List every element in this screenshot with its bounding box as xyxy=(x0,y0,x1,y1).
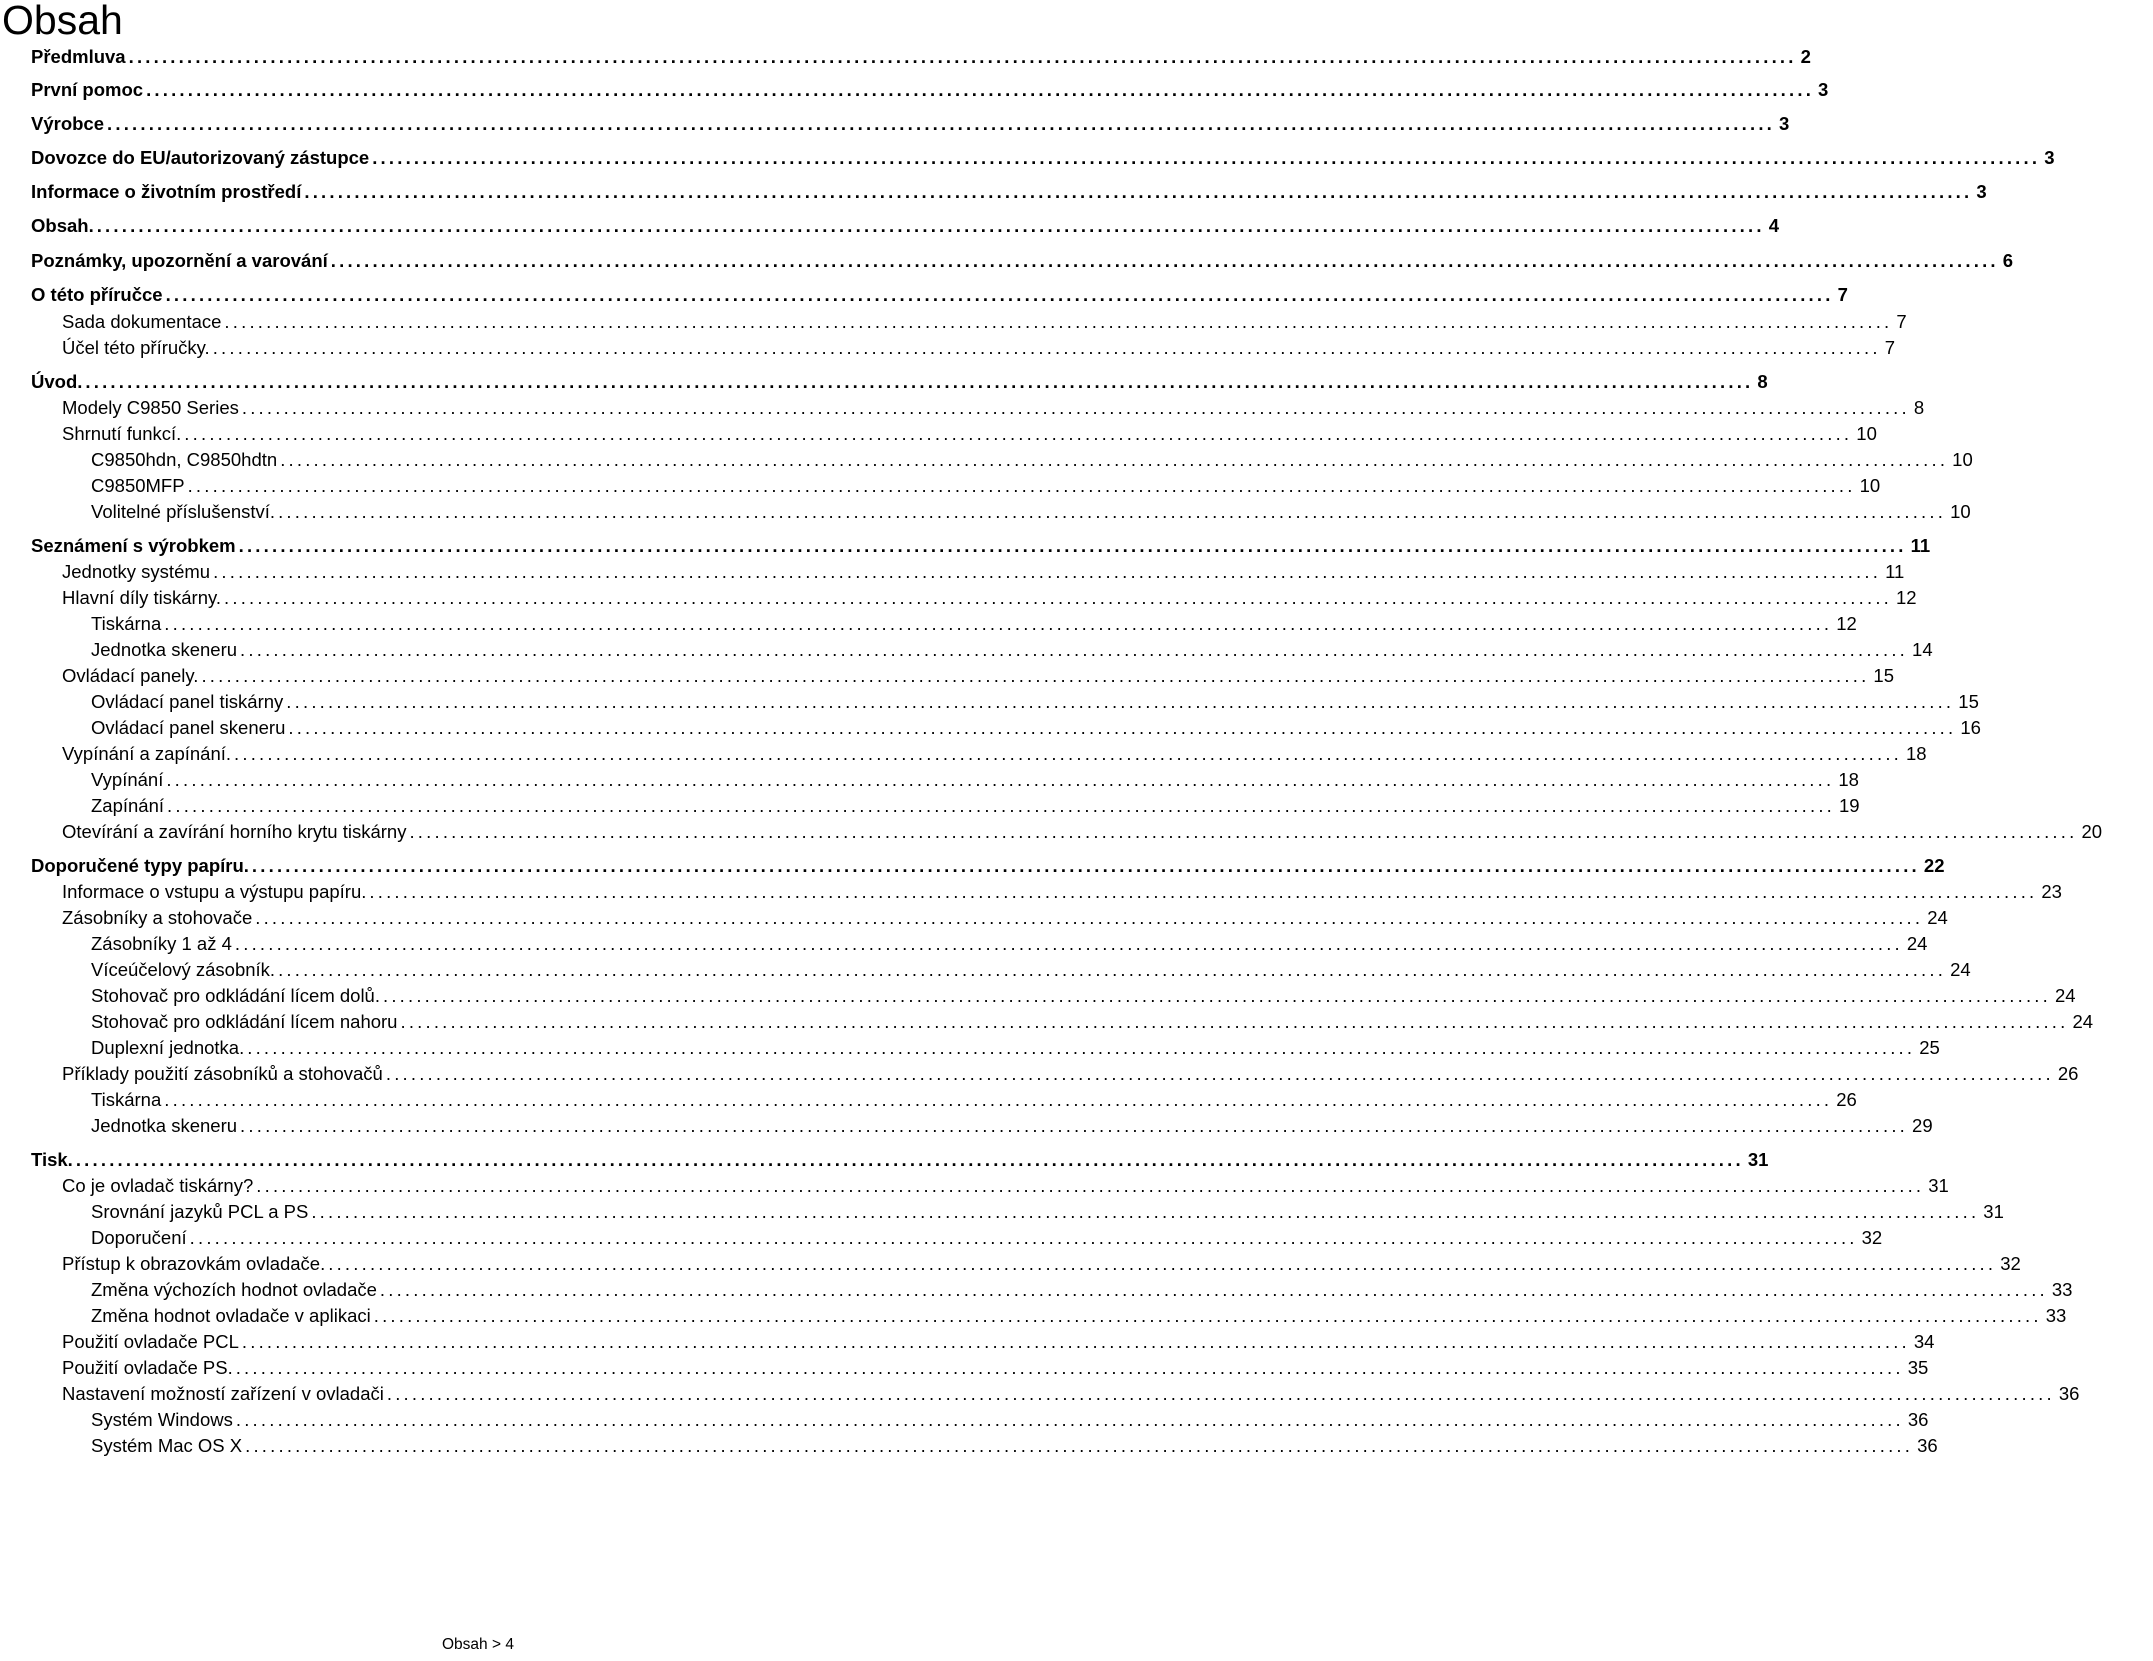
toc-entry-label: Nastavení možností zařízení v ovladači xyxy=(62,1383,384,1404)
toc-entry-page: 23 xyxy=(2041,881,2062,902)
toc-entry[interactable] xyxy=(0,79,1829,101)
toc-entry-page: 2 xyxy=(1800,46,1811,67)
toc-entry[interactable] xyxy=(0,613,1857,635)
toc-entry-label: O této příručce xyxy=(31,284,163,305)
toc-entry-label: Obsah. xyxy=(31,215,94,236)
dot-leader: ........................................................................................................................................................................................................ xyxy=(234,933,1903,954)
toc-entry[interactable] xyxy=(0,985,2076,1007)
toc-entry-label: C9850hdn, C9850hdtn xyxy=(91,449,278,470)
toc-entry-page: 26 xyxy=(2057,1063,2079,1084)
toc-entry[interactable] xyxy=(0,1011,2094,1033)
toc-entry-label: Zásobníky 1 až 4 xyxy=(91,933,232,954)
toc-entry-page: 18 xyxy=(1838,769,1859,790)
toc-entry-label: Poznámky, upozornění a varování xyxy=(31,250,328,271)
toc-entry-page: 11 xyxy=(1910,535,1931,556)
toc-entry[interactable] xyxy=(0,639,1933,661)
toc-entry[interactable] xyxy=(0,423,1877,445)
toc-entry-page: 7 xyxy=(1884,337,1895,358)
toc-entry-page: 32 xyxy=(2000,1253,2021,1274)
toc-entry-label: Ovládací panel tiskárny xyxy=(91,691,284,712)
toc-entry-page: 8 xyxy=(1757,371,1768,392)
toc-entry-label: Předmluva xyxy=(31,46,126,67)
toc-entry[interactable] xyxy=(0,855,1945,877)
toc-entry[interactable] xyxy=(0,1149,1769,1171)
dot-leader: ........................................................................................................................................................................................................ xyxy=(278,501,1947,522)
toc-entry-page: 14 xyxy=(1912,639,1933,660)
toc-entry-page: 32 xyxy=(1861,1227,1883,1248)
dot-leader: ........................................................................................................................................................................................................ xyxy=(386,1383,2055,1404)
toc-entry-page: 33 xyxy=(2045,1305,2067,1326)
toc-entry-label: C9850MFP xyxy=(91,475,185,496)
toc-entry[interactable] xyxy=(0,1357,1929,1379)
toc-entry-label: Jednotky systému xyxy=(62,561,211,582)
toc-entry-label: Použití ovladače PCL xyxy=(62,1331,239,1352)
toc-entry[interactable] xyxy=(0,1089,1857,1111)
toc-entry-label: Tiskárna xyxy=(91,1089,162,1110)
toc-entry-page: 12 xyxy=(1896,587,1917,608)
dot-leader: ........................................................................................................................................................................................................ xyxy=(146,79,1815,100)
toc-entry-label: Stohovač pro odkládání lícem nahoru xyxy=(91,1011,398,1032)
toc-entry[interactable] xyxy=(0,1115,1933,1137)
toc-entry-label: Jednotka skeneru xyxy=(91,1115,238,1136)
toc-entry-label: Shrnutí funkcí. xyxy=(62,423,182,444)
dot-leader: ........................................................................................................................................................................................................ xyxy=(385,1063,2054,1084)
toc-entry-label: Tisk. xyxy=(31,1149,73,1170)
toc-entry-page: 24 xyxy=(2072,1011,2094,1032)
toc-entry[interactable] xyxy=(0,1279,2073,1301)
toc-entry-label: Duplexní jednotka. xyxy=(91,1037,245,1058)
toc-entry-page: 15 xyxy=(1958,691,1979,712)
toc-entry[interactable] xyxy=(0,397,1925,419)
dot-leader: ........................................................................................................................................................................................................ xyxy=(286,691,1955,712)
dot-leader: ........................................................................................................................................................................................................ xyxy=(278,959,1947,980)
toc-entry-label: Srovnání jazyků PCL a PS xyxy=(91,1201,309,1222)
toc-entry-page: 10 xyxy=(1950,501,1971,522)
dot-leader: ........................................................................................................................................................................................................ xyxy=(128,46,1797,67)
dot-leader: ........................................................................................................................................................................................................ xyxy=(75,1149,1744,1170)
toc-entry-label: Ovládací panel skeneru xyxy=(91,717,286,738)
toc-entry-page: 7 xyxy=(1896,311,1907,332)
toc-entry[interactable] xyxy=(0,181,1987,203)
dot-leader: ........................................................................................................................................................................................................ xyxy=(164,613,1833,634)
toc-entry-page: 7 xyxy=(1837,284,1848,305)
dot-leader: ........................................................................................................................................................................................................ xyxy=(328,1253,1997,1274)
toc-entry[interactable] xyxy=(0,501,1971,523)
toc-entry-page: 3 xyxy=(1818,79,1829,100)
toc-entry[interactable] xyxy=(0,769,1859,791)
toc-entry-label: Vypínání xyxy=(91,769,164,790)
dot-leader: ........................................................................................................................................................................................................ xyxy=(224,311,1893,332)
dot-leader: ........................................................................................................................................................................................................ xyxy=(245,1435,1914,1456)
dot-leader: ........................................................................................................................................................................................................ xyxy=(241,1331,1910,1352)
toc-entry[interactable] xyxy=(0,250,2014,272)
toc-entry-label: Tiskárna xyxy=(91,613,162,634)
toc-entry-page: 25 xyxy=(1919,1037,1940,1058)
toc-entry-page: 10 xyxy=(1859,475,1881,496)
toc-entry[interactable] xyxy=(0,743,1927,765)
toc-entry[interactable] xyxy=(0,1063,2079,1085)
toc-entry-label: Použití ovladače PS. xyxy=(62,1357,233,1378)
toc-entry[interactable] xyxy=(0,449,1973,471)
toc-entry-label: Vypínání a zapínání. xyxy=(62,743,232,764)
toc-entry[interactable] xyxy=(0,1331,1935,1353)
toc-entry[interactable] xyxy=(0,561,1905,583)
dot-leader: ........................................................................................................................................................................................................ xyxy=(379,1279,2048,1300)
toc-entry[interactable] xyxy=(0,907,1948,929)
toc-entry[interactable] xyxy=(0,311,1907,333)
toc-entry[interactable] xyxy=(0,1175,1949,1197)
toc-entry-page: 15 xyxy=(1873,665,1894,686)
toc-entry-page: 16 xyxy=(1960,717,1981,738)
toc-entry-label: Výrobce xyxy=(31,113,105,134)
toc-entry-label: Systém Mac OS X xyxy=(91,1435,243,1456)
toc-entry[interactable] xyxy=(0,337,1895,359)
dot-leader: ........................................................................................................................................................................................................ xyxy=(311,1201,1980,1222)
dot-leader: ........................................................................................................................................................................................................ xyxy=(85,371,1754,392)
toc-entry[interactable] xyxy=(0,371,1768,393)
dot-leader: ........................................................................................................................................................................................................ xyxy=(189,1227,1858,1248)
dot-leader: ........................................................................................................................................................................................................ xyxy=(234,743,1903,764)
toc-entry-page: 10 xyxy=(1856,423,1877,444)
toc-entry-page: 31 xyxy=(1928,1175,1949,1196)
dot-leader: ........................................................................................................................................................................................................ xyxy=(247,1037,1916,1058)
dot-leader: ........................................................................................................................................................................................................ xyxy=(240,1115,1909,1136)
dot-leader: ........................................................................................................................................................................................................ xyxy=(224,587,1892,608)
toc-entry[interactable] xyxy=(0,795,1860,817)
toc-entry[interactable] xyxy=(0,821,2103,843)
toc-entry-label: Informace o životním prostředí xyxy=(31,181,302,202)
toc-entry-page: 3 xyxy=(2044,147,2055,168)
toc-entry-page: 24 xyxy=(1950,959,1971,980)
toc-entry-page: 3 xyxy=(1779,113,1790,134)
toc-entry-page: 4 xyxy=(1768,215,1779,236)
dot-leader: ........................................................................................................................................................................................................ xyxy=(251,855,1920,876)
toc-entry-page: 26 xyxy=(1836,1089,1857,1110)
toc-entry-label: Změna hodnot ovladače v aplikaci xyxy=(91,1305,371,1326)
toc-entry[interactable] xyxy=(0,535,1931,557)
toc-entry-page: 36 xyxy=(1907,1409,1929,1430)
dot-leader: ........................................................................................................................................................................................................ xyxy=(184,423,1853,444)
toc-entry-label: Jednotka skeneru xyxy=(91,639,238,660)
toc-entry[interactable] xyxy=(0,959,1971,981)
toc-entry-label: Víceúčelový zásobník. xyxy=(91,959,276,980)
dot-leader: ........................................................................................................................................................................................................ xyxy=(280,449,1949,470)
dot-leader: ........................................................................................................................................................................................................ xyxy=(255,907,1924,928)
toc-entry-label: Přístup k obrazovkám ovladače. xyxy=(62,1253,326,1274)
toc-entry-page: 24 xyxy=(2054,985,2076,1006)
toc-entry-label: Zásobníky a stohovače xyxy=(62,907,253,928)
toc-entry[interactable] xyxy=(0,284,1848,306)
page-title: Obsah xyxy=(2,0,123,43)
toc-entry-label: Příklady použití zásobníků a stohovačů xyxy=(62,1063,383,1084)
toc-entry[interactable] xyxy=(0,691,1979,713)
toc-entry-label: První pomoc xyxy=(31,79,144,100)
toc-entry[interactable] xyxy=(0,475,1881,497)
toc-entry-page: 20 xyxy=(2081,821,2103,842)
toc-entry-page: 33 xyxy=(2051,1279,2073,1300)
toc-entry-label: Informace o vstupu a výstupu papíru. xyxy=(62,881,367,902)
page-footer: Obsah > 4 xyxy=(442,1636,514,1653)
dot-leader: ........................................................................................................................................................................................................ xyxy=(212,337,1881,358)
dot-leader: ........................................................................................................................................................................................................ xyxy=(382,985,2051,1006)
dot-leader: ........................................................................................................................................................................................................ xyxy=(330,250,1999,271)
toc-entry[interactable] xyxy=(0,46,1811,68)
toc-entry[interactable] xyxy=(0,1409,1929,1431)
toc-entry-label: Co je ovladač tiskárny? xyxy=(62,1175,254,1196)
dot-leader: ........................................................................................................................................................................................................ xyxy=(235,1357,1904,1378)
dot-leader: ........................................................................................................................................................................................................ xyxy=(373,1305,2042,1326)
dot-leader: ........................................................................................................................................................................................................ xyxy=(372,147,2041,168)
toc-entry-page: 36 xyxy=(1917,1435,1938,1456)
toc-entry[interactable] xyxy=(0,717,1981,739)
toc-entry-label: Volitelné příslušenství. xyxy=(91,501,276,522)
toc-entry-label: Stohovač pro odkládání lícem dolů. xyxy=(91,985,380,1006)
dot-leader: ........................................................................................................................................................................................................ xyxy=(235,1409,1904,1430)
dot-leader: ........................................................................................................................................................................................................ xyxy=(165,284,1834,305)
toc-entry-label: Otevírání a zavírání horního krytu tiskárny xyxy=(62,821,407,842)
dot-leader: ........................................................................................................................................................................................................ xyxy=(288,717,1957,738)
toc-entry-label: Zapínání xyxy=(91,795,165,816)
dot-leader: ........................................................................................................................................................................................................ xyxy=(167,795,1836,816)
dot-leader: ........................................................................................................................................................................................................ xyxy=(166,769,1835,790)
toc-entry-page: 22 xyxy=(1923,855,1945,876)
dot-leader: ........................................................................................................................................................................................................ xyxy=(201,665,1870,686)
toc-entry[interactable] xyxy=(0,1201,2004,1223)
toc-entry-page: 8 xyxy=(1913,397,1925,418)
dot-leader: ........................................................................................................................................................................................................ xyxy=(369,881,2038,902)
toc-entry[interactable] xyxy=(0,1435,1938,1457)
toc-entry-page: 31 xyxy=(1983,1201,2004,1222)
toc-entry-page: 34 xyxy=(1913,1331,1935,1352)
toc-entry-label: Úvod. xyxy=(31,371,83,392)
dot-leader: ........................................................................................................................................................................................................ xyxy=(241,397,1910,418)
toc-entry-label: Seznámení s výrobkem xyxy=(31,535,236,556)
dot-leader: ........................................................................................................................................................................................................ xyxy=(187,475,1856,496)
toc-entry-page: 11 xyxy=(1885,561,1905,582)
toc-entry-label: Doporučené typy papíru. xyxy=(31,855,249,876)
toc-entry-page: 36 xyxy=(2058,1383,2080,1404)
toc-entry-page: 10 xyxy=(1952,449,1973,470)
dot-leader: ........................................................................................................................................................................................................ xyxy=(409,821,2078,842)
dot-leader: ........................................................................................................................................................................................................ xyxy=(400,1011,2069,1032)
toc-entry-label: Modely C9850 Series xyxy=(62,397,239,418)
toc-entry[interactable] xyxy=(0,113,1790,135)
toc-entry-label: Změna výchozích hodnot ovladače xyxy=(91,1279,377,1300)
toc-entry[interactable] xyxy=(0,1227,1883,1249)
toc-entry-label: Ovládací panely. xyxy=(62,665,199,686)
dot-leader: ........................................................................................................................................................................................................ xyxy=(213,561,1882,582)
toc-entry-page: 35 xyxy=(1907,1357,1929,1378)
toc-entry[interactable] xyxy=(0,933,1928,955)
dot-leader: ........................................................................................................................................................................................................ xyxy=(240,639,1909,660)
toc-entry[interactable] xyxy=(0,1383,2080,1405)
toc-entry[interactable] xyxy=(0,665,1894,687)
toc-entry-page: 29 xyxy=(1912,1115,1933,1136)
toc-entry[interactable] xyxy=(0,881,2062,903)
dot-leader: ........................................................................................................................................................................................................ xyxy=(256,1175,1925,1196)
toc-entry[interactable] xyxy=(0,1305,2067,1327)
toc-entry-label: Hlavní díly tiskárny. xyxy=(62,587,222,608)
toc-entry-page: 31 xyxy=(1747,1149,1769,1170)
toc-entry-page: 24 xyxy=(1906,933,1928,954)
toc-entry[interactable] xyxy=(0,215,1779,237)
toc-entry[interactable] xyxy=(0,587,1917,609)
toc-entry-label: Doporučení xyxy=(91,1227,187,1248)
toc-entry[interactable] xyxy=(0,1037,1940,1059)
toc-entry-label: Sada dokumentace xyxy=(62,311,222,332)
toc-entry[interactable] xyxy=(0,147,2055,169)
toc-entry-page: 19 xyxy=(1839,795,1860,816)
dot-leader: ........................................................................................................................................................................................................ xyxy=(304,181,1973,202)
toc-entry-page: 24 xyxy=(1927,907,1948,928)
toc-entry-label: Dovozce do EU/autorizovaný zástupce xyxy=(31,147,370,168)
toc-entry-page: 3 xyxy=(1976,181,1987,202)
toc-entry-page: 12 xyxy=(1836,613,1857,634)
toc-entry[interactable] xyxy=(0,1253,2021,1275)
toc-entry-label: Systém Windows xyxy=(91,1409,233,1430)
dot-leader: ........................................................................................................................................................................................................ xyxy=(96,215,1765,236)
toc-entry-page: 18 xyxy=(1906,743,1927,764)
dot-leader: ........................................................................................................................................................................................................ xyxy=(107,113,1775,134)
toc-entry-label: Účel této příručky. xyxy=(62,337,210,358)
toc-entry-page: 6 xyxy=(2002,250,2014,271)
dot-leader: ........................................................................................................................................................................................................ xyxy=(164,1089,1833,1110)
dot-leader: ........................................................................................................................................................................................................ xyxy=(238,535,1907,556)
